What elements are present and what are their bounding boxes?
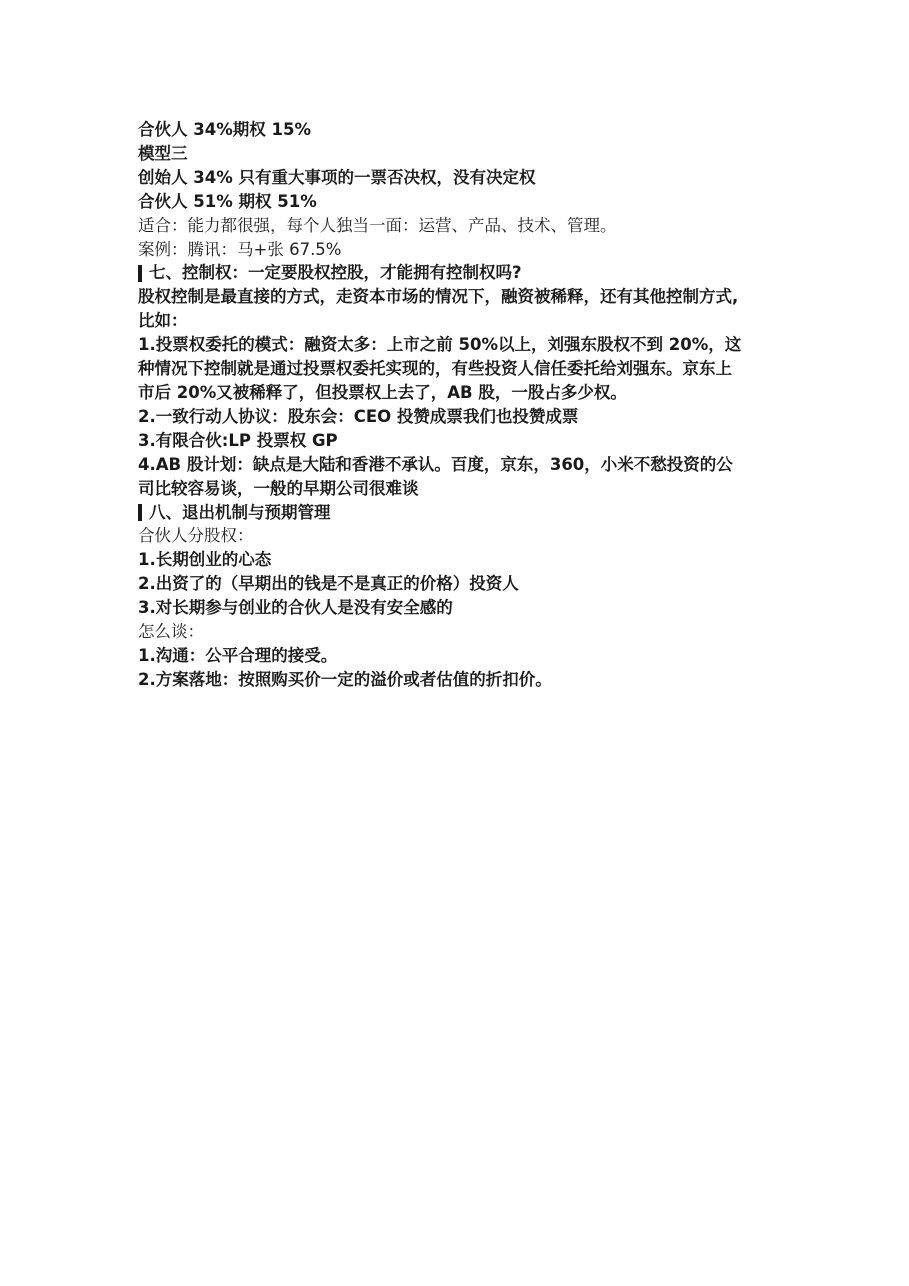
section-heading-text: 七、控制权：一定要股权控股，才能拥有控制权吗? (149, 263, 522, 283)
text-line: 市后 20%又被稀释了，但投票权上去了，AB 股，一股占多少权。 (138, 382, 627, 402)
text-line: 种情况下控制就是通过投票权委托实现的，有些投资人信任委托给刘强东。京东上 (138, 359, 732, 379)
text-line: 模型三 (138, 143, 188, 163)
text-line: 案例：腾讯：马+张 67.5% (138, 239, 342, 259)
text-line: 比如： (138, 311, 188, 331)
section-heading-text: 八、退出机制与预期管理 (149, 502, 331, 522)
heading-marker-bar (138, 265, 142, 282)
text-line: 1.长期创业的心态 (138, 550, 272, 570)
section-heading (138, 501, 788, 525)
text-line: 适合：能力都很强，每个人独当一面：运营、产品、技术、管理。 (138, 215, 617, 235)
section-heading (138, 261, 788, 285)
text-line: 合伙人分股权： (138, 526, 254, 546)
text-line: 2.出资了的（早期出的钱是不是真正的价格）投资人 (138, 574, 519, 594)
text-line: 合伙人 51% 期权 51% (138, 191, 317, 211)
text-line: 2.一致行动人协议：股东会：CEO 投赞成票我们也投赞成票 (138, 406, 579, 426)
text-line: 1.投票权委托的模式：融资太多：上市之前 50%以上，刘强东股权不到 20%，这 (138, 335, 742, 355)
text-line: 司比较容易谈，一般的早期公司很难谈 (138, 478, 419, 498)
text-line: 怎么谈： (138, 622, 204, 642)
text-line: 创始人 34% 只有重大事项的一票否决权，没有决定权 (138, 167, 536, 187)
text-line: 3.对长期参与创业的合伙人是没有安全感的 (138, 598, 453, 618)
document-body (138, 118, 788, 692)
text-line: 4.AB 股计划：缺点是大陆和香港不承认。百度，京东，360，小米不愁投资的公 (138, 454, 733, 474)
text-line: 合伙人 34%期权 15% (138, 120, 311, 139)
text-line: 股权控制是最直接的方式，走资本市场的情况下，融资被稀释，还有其他控制方式, (138, 287, 739, 307)
text-line: 2.方案落地：按照购买价一定的溢价或者估值的折扣价。 (138, 669, 552, 689)
text-line: 3.有限合伙:LP 投票权 GP (138, 430, 338, 450)
heading-marker-bar (138, 504, 142, 521)
text-line: 1.沟通：公平合理的接受。 (138, 645, 338, 665)
